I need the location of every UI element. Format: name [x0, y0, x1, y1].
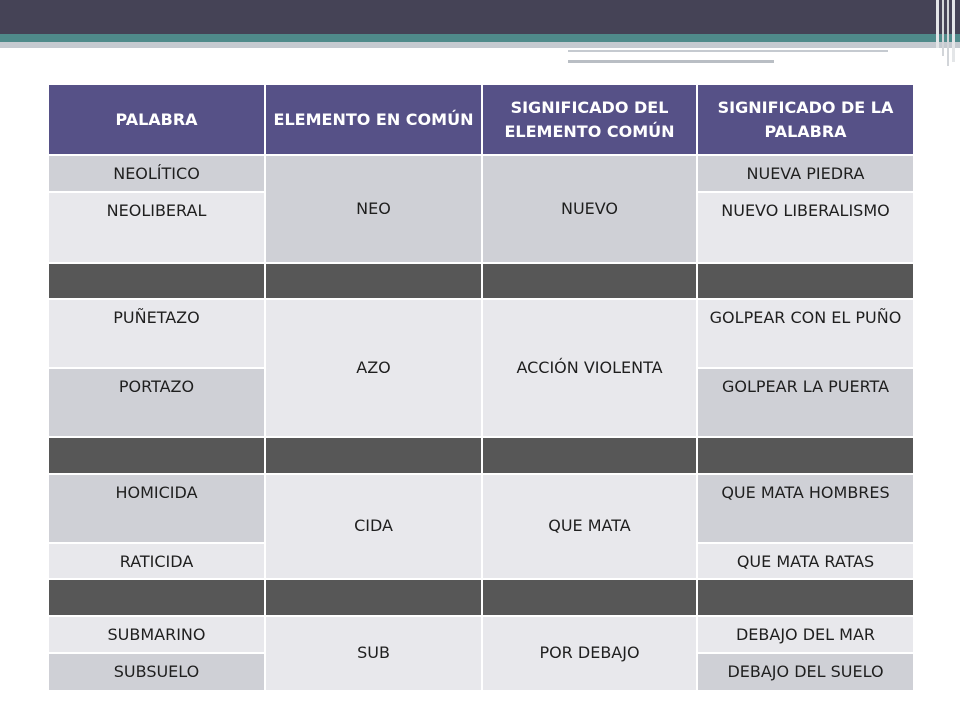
word-cell: NEOLIBERAL: [48, 192, 265, 263]
separator-cell: [482, 263, 697, 300]
table-row: [48, 155, 914, 192]
word-cell: RATICIDA: [48, 543, 265, 580]
separator-cell: [48, 579, 265, 616]
meaning-cell: NUEVA PIEDRA: [697, 155, 914, 192]
table-row: [48, 616, 914, 654]
separator-row: [48, 437, 914, 474]
separator-cell: [265, 263, 482, 300]
table-row: [48, 474, 914, 543]
decorative-line: [568, 50, 888, 52]
word-cell: NEOLÍTICO: [48, 155, 265, 192]
header-significado-palabra: SIGNIFICADO DE LA PALABRA: [697, 84, 914, 155]
word-cell: HOMICIDA: [48, 474, 265, 543]
meaning-cell: QUE MATA HOMBRES: [697, 474, 914, 543]
meaning-cell: GOLPEAR CON EL PUÑO: [697, 299, 914, 368]
word-elements-table: [47, 83, 915, 692]
separator-cell: [482, 579, 697, 616]
element-meaning-cell: POR DEBAJO: [482, 616, 697, 691]
separator-cell: [482, 437, 697, 474]
separator-cell: [265, 579, 482, 616]
separator-row: [48, 263, 914, 300]
meaning-cell: QUE MATA RATAS: [697, 543, 914, 580]
header-significado-elemento: SIGNIFICADO DEL ELEMENTO COMÚN: [482, 84, 697, 155]
meaning-cell: GOLPEAR LA PUERTA: [697, 368, 914, 437]
separator-cell: [697, 579, 914, 616]
decorative-line: [568, 60, 774, 63]
decorative-bar: [942, 0, 944, 56]
word-cell: PORTAZO: [48, 368, 265, 437]
element-cell: SUB: [265, 616, 482, 691]
word-cell: PUÑETAZO: [48, 299, 265, 368]
element-cell: NEO: [265, 155, 482, 263]
decorative-bar: [936, 0, 939, 48]
meaning-cell: DEBAJO DEL SUELO: [697, 653, 914, 691]
decorative-bar: [952, 0, 955, 62]
word-cell: SUBSUELO: [48, 653, 265, 691]
separator-cell: [697, 263, 914, 300]
separator-cell: [265, 437, 482, 474]
word-cell: SUBMARINO: [48, 616, 265, 654]
header-elemento: ELEMENTO EN COMÚN: [265, 84, 482, 155]
table-row: [48, 299, 914, 368]
element-cell: CIDA: [265, 474, 482, 580]
header-band-gray: [0, 42, 960, 48]
element-meaning-cell: QUE MATA: [482, 474, 697, 580]
meaning-cell: NUEVO LIBERALISMO: [697, 192, 914, 263]
element-meaning-cell: ACCIÓN VIOLENTA: [482, 299, 697, 437]
separator-row: [48, 579, 914, 616]
table-header-row: [48, 84, 914, 155]
header-band-dark: [0, 0, 960, 34]
element-cell: AZO: [265, 299, 482, 437]
header-band-teal: [0, 34, 960, 42]
separator-cell: [48, 437, 265, 474]
header-palabra: PALABRA: [48, 84, 265, 155]
decorative-bar: [947, 0, 949, 66]
separator-cell: [697, 437, 914, 474]
separator-cell: [48, 263, 265, 300]
meaning-cell: DEBAJO DEL MAR: [697, 616, 914, 654]
element-meaning-cell: NUEVO: [482, 155, 697, 263]
